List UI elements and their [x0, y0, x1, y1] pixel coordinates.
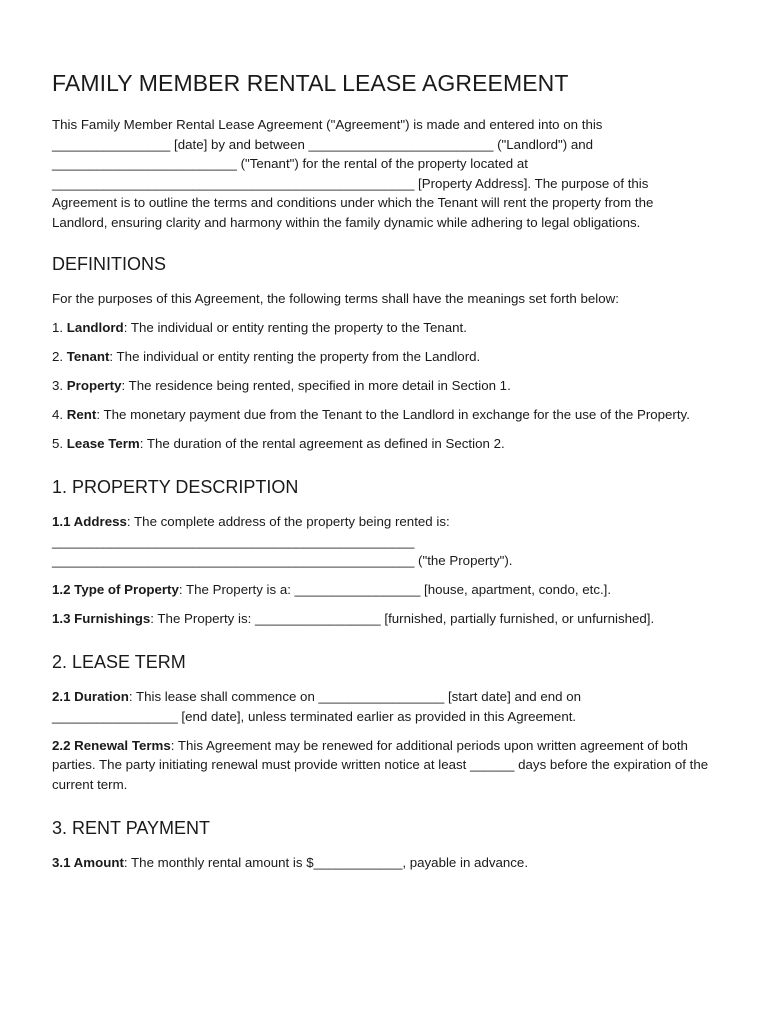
document-title: FAMILY MEMBER RENTAL LEASE AGREEMENT — [52, 70, 569, 96]
definition-item: 2. Tenant: The individual or entity renting the property from the Landlord. — [52, 349, 481, 364]
clause-1-3: 1.3 Furnishings: The Property is: _________________ [furnished, partially furnished, or unfurnished]. — [52, 611, 655, 626]
clause-2-2: 2.2 Renewal Terms: This Agreement may be renewed for additional periods upon written agreement of both parties. The party initiating renewal must provide written notice at least ______ days before the expiration of the current term. — [52, 737, 709, 792]
clause-1-2: 1.2 Type of Property: The Property is a: _________________ [house, apartment, condo, etc.]. — [52, 582, 612, 597]
definition-item: 5. Lease Term: The duration of the rental agreement as defined in Section 2. — [52, 436, 505, 451]
intro-paragraph: This Family Member Rental Lease Agreement ("Agreement") is made and entered into on this ________________ [date] by and between _________________________ ("Landlord") and _________________________ ("Tenant") for the rental of the property located at _________________________________________________ [Property Address]. The purpose of this Agreement is to outline the terms and conditions under which the Tenant will rent the property from the Landlord, ensuring clarity and harmony within the family dynamic while adhering to legal obligations. — [52, 117, 654, 230]
clause-2-1: 2.1 Duration: This lease shall commence on _________________ [start date] and end on _________________ [end date], unless terminated earlier as provided in this Agreement. — [52, 689, 582, 724]
definitions-heading: DEFINITIONS — [52, 254, 167, 274]
property-heading: 1. PROPERTY DESCRIPTION — [52, 477, 299, 497]
clause-term: 1.3 Furnishings — [52, 611, 151, 626]
rent-heading: 3. RENT PAYMENT — [52, 817, 211, 838]
definition-term: Rent — [66, 407, 97, 422]
definition-item: 1. Landlord: The individual or entity renting the property to the Tenant. — [52, 320, 467, 335]
definition-term: Landlord — [66, 320, 124, 335]
clause-term: 3.1 Amount — [52, 854, 124, 870]
clause-1-1: 1.1 Address: The complete address of the property being rented is: _________________________________________________ _________________________________________________ ("the Property"). — [52, 514, 513, 568]
clause-term: 1.1 Address — [52, 514, 127, 529]
clause-3-1: 3.1 Amount: The monthly rental amount is $____________, payable in advance. — [52, 854, 529, 870]
definition-item: 3. Property: The residence being rented, specified in more detail in Section 1. — [52, 378, 511, 393]
clause-term: 1.2 Type of Property — [52, 582, 179, 597]
clause-term: 2.1 Duration — [52, 689, 129, 704]
definition-item: 4. Rent: The monetary payment due from the Tenant to the Landlord in exchange for the use of the Property. — [52, 407, 690, 422]
lease-term-heading: 2. LEASE TERM — [52, 652, 186, 672]
clause-term: 2.2 Renewal Terms — [52, 737, 171, 753]
lease-term-section — [52, 651, 710, 794]
definition-term: Tenant — [66, 349, 110, 364]
definitions-section — [52, 253, 710, 454]
definitions-lead: For the purposes of this Agreement, the following terms shall have the meanings set forth below: — [52, 291, 619, 306]
definition-term: Lease Term — [66, 436, 140, 451]
rent-section — [52, 817, 710, 873]
definition-term: Property — [66, 378, 122, 393]
property-section — [52, 476, 710, 629]
